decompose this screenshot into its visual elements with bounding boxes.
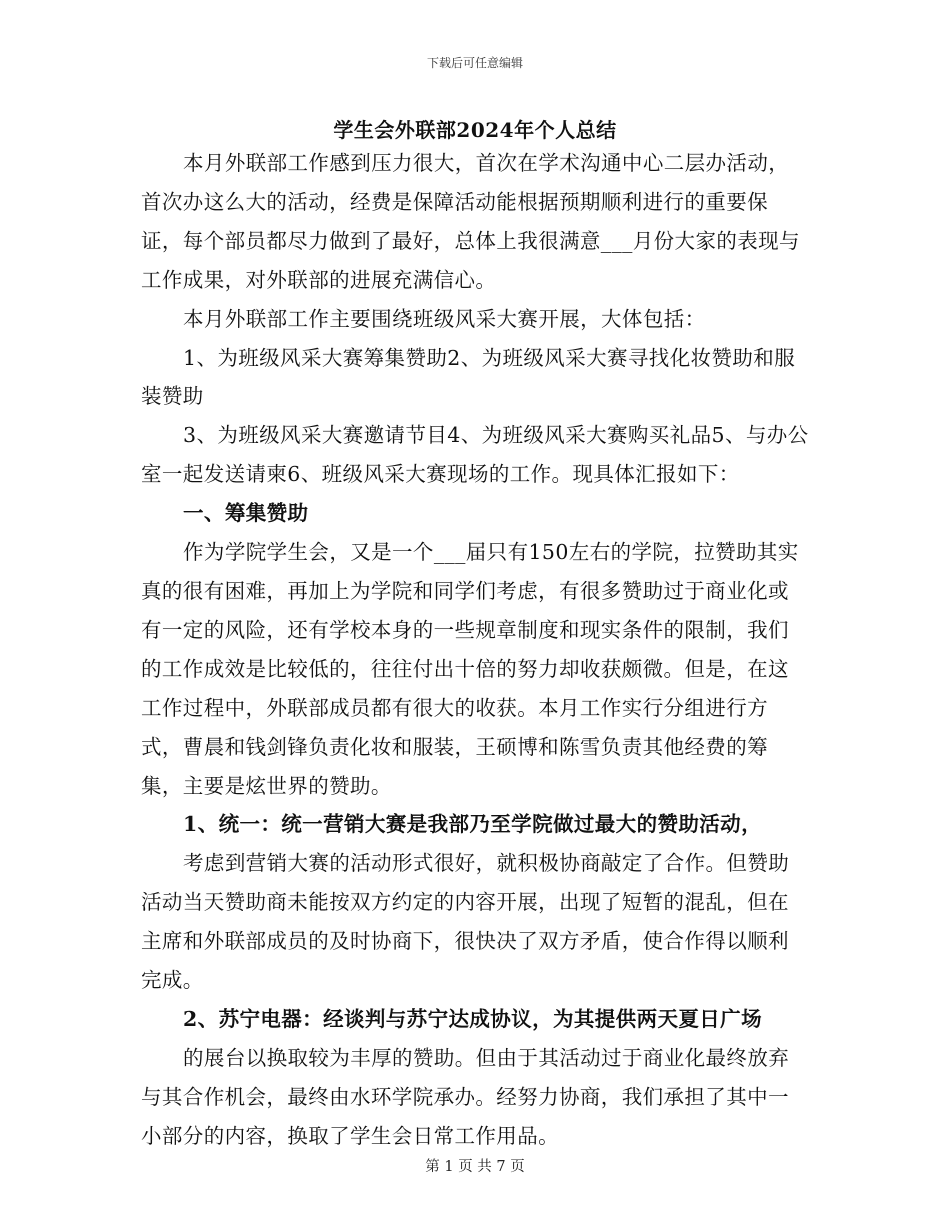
paragraph: 1、为班级风采大赛筹集赞助2、为班级风采大赛寻找化妆赞助和服装赞助 — [141, 345, 796, 409]
page-number: 第 1 页 共 7 页 — [425, 1159, 525, 1175]
paragraph: 本月外联部工作感到压力很大，首次在学术沟通中心二层办活动，首次办这么大的活动，经费是保障活动能根据预期顺利进行的重要保证，每个部员都尽力做到了最好，总体上我很满意___月份大家的表现与工作成果，对外联部的进展充满信心。 — [141, 151, 800, 292]
paragraph: 的展台以换取较为丰厚的赞助。但由于其活动过于商业化最终放弃与其合作机会，最终由水环学院承办。经努力协商，我们承担了其中一小部分的内容，换取了学生会日常工作用品。 — [141, 1045, 790, 1148]
paragraph: 考虑到营销大赛的活动形式很好，就积极协商敲定了合作。但赞助活动当天赞助商未能按双方约定的内容开展，出现了短暂的混乱，但在主席和外联部成员的及时协商下，很快决了双方矛盾，使合作得以顺利完成。 — [141, 851, 790, 993]
document-title: 学生会外联部2024年个人总结 — [333, 118, 617, 142]
section-heading: 一、筹集赞助 — [183, 501, 309, 526]
paragraph: 本月外联部工作主要围绕班级风采大赛开展，大体包括： — [183, 306, 706, 331]
document-body — [141, 144, 809, 1156]
subsection-heading: 2、苏宁电器：经谈判与苏宁达成协议，为其提供两天夏日广场 — [183, 1006, 762, 1031]
paragraph: 作为学院学生会，又是一个___届只有150左右的学院，拉赞助其实真的很有困难，再加上为学院和同学们考虑，有很多赞助过于商业化或有一定的风险，还有学校本身的一些规章制度和现实条件的限制，我们的工作成效是比较低的，往往付出十倍的努力却收获颇微。但是，在这工作过程中，外联部成员都有很大的收获。本月工作实行分组进行方式，曹晨和钱剑锋负责化妆和服装，王硕博和陈雪负责其他经费的筹集，主要是炫世界的赞助。 — [141, 540, 799, 798]
subsection-heading: 1、统一：统一营销大赛是我部乃至学院做过最大的赞助活动， — [183, 812, 762, 837]
paragraph: 3、为班级风采大赛邀请节目4、为班级风采大赛购买礼品5、与办公室一起发送请柬6、班级风采大赛现场的工作。现具体汇报如下： — [141, 423, 809, 487]
page-header-note: 下载后可任意编辑 — [426, 56, 523, 70]
